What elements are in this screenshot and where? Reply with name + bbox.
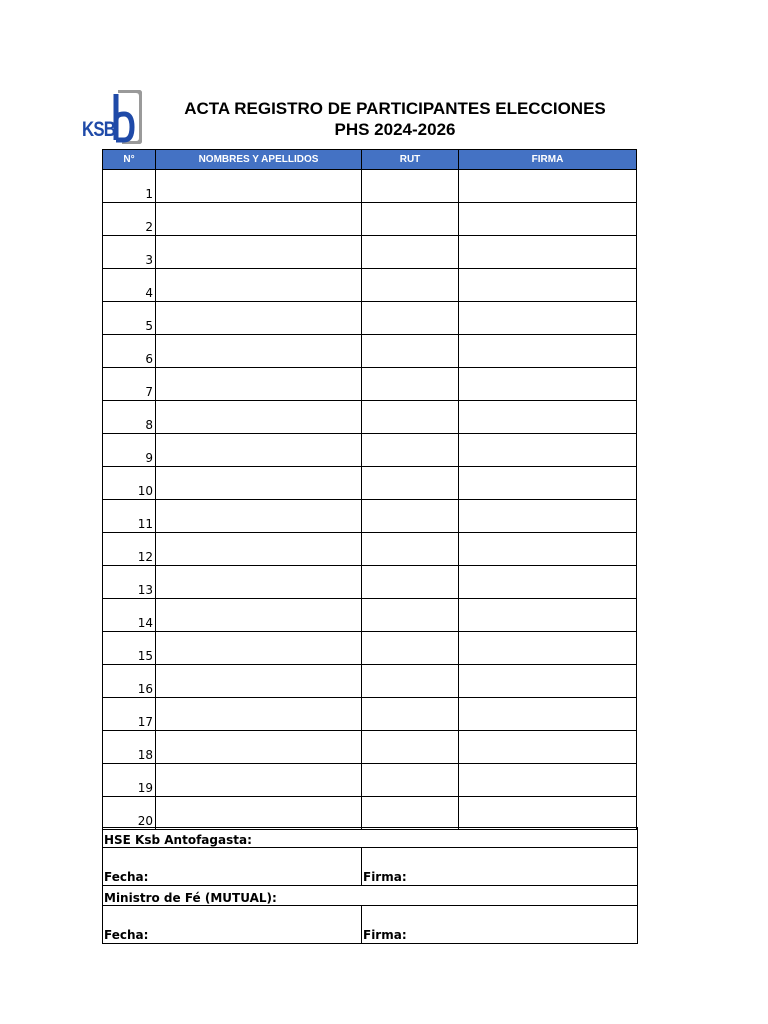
rut-cell[interactable] <box>362 302 459 335</box>
rut-cell[interactable] <box>362 434 459 467</box>
rut-cell[interactable] <box>362 236 459 269</box>
rut-cell[interactable] <box>362 500 459 533</box>
row-number: 2 <box>103 203 156 236</box>
name-cell[interactable] <box>156 731 362 764</box>
hse-date-field[interactable]: Fecha: <box>103 848 362 886</box>
name-cell[interactable] <box>156 467 362 500</box>
row-number: 12 <box>103 533 156 566</box>
table-row <box>103 533 637 566</box>
hse-title: HSE Ksb Antofagasta: <box>103 828 638 848</box>
row-number: 13 <box>103 566 156 599</box>
signature-cell[interactable] <box>459 731 637 764</box>
rut-cell[interactable] <box>362 698 459 731</box>
header-number: N° <box>103 150 156 170</box>
signature-cell[interactable] <box>459 467 637 500</box>
name-cell[interactable] <box>156 632 362 665</box>
table-row <box>103 599 637 632</box>
signature-cell[interactable] <box>459 533 637 566</box>
signature-cell[interactable] <box>459 500 637 533</box>
name-cell[interactable] <box>156 764 362 797</box>
name-cell[interactable] <box>156 566 362 599</box>
signature-cell[interactable] <box>459 368 637 401</box>
table-row <box>103 401 637 434</box>
table-row <box>103 302 637 335</box>
name-cell[interactable] <box>156 335 362 368</box>
signature-cell[interactable] <box>459 434 637 467</box>
document-title <box>150 98 640 140</box>
row-number: 14 <box>103 599 156 632</box>
signature-cell[interactable] <box>459 170 637 203</box>
rut-cell[interactable] <box>362 599 459 632</box>
row-number: 4 <box>103 269 156 302</box>
rut-cell[interactable] <box>362 764 459 797</box>
mutual-title: Ministro de Fé (MUTUAL): <box>103 886 638 906</box>
row-number: 9 <box>103 434 156 467</box>
row-number: 19 <box>103 764 156 797</box>
table-row <box>103 500 637 533</box>
ksb-emblem-icon <box>112 90 142 144</box>
name-cell[interactable] <box>156 401 362 434</box>
mutual-date-field[interactable]: Fecha: <box>103 906 362 944</box>
row-number: 1 <box>103 170 156 203</box>
row-number: 8 <box>103 401 156 434</box>
rut-cell[interactable] <box>362 401 459 434</box>
row-number: 17 <box>103 698 156 731</box>
table-row <box>103 665 637 698</box>
rut-cell[interactable] <box>362 731 459 764</box>
signature-cell[interactable] <box>459 797 637 830</box>
name-cell[interactable] <box>156 665 362 698</box>
table-row <box>103 764 637 797</box>
row-number: 18 <box>103 731 156 764</box>
table-row <box>103 368 637 401</box>
name-cell[interactable] <box>156 797 362 830</box>
title-line-2: PHS 2024-2026 <box>334 120 456 139</box>
rut-cell[interactable] <box>362 203 459 236</box>
name-cell[interactable] <box>156 236 362 269</box>
table-row <box>103 797 637 830</box>
logo-text: KSB <box>82 118 116 141</box>
signature-cell[interactable] <box>459 302 637 335</box>
row-number: 7 <box>103 368 156 401</box>
participants-table <box>102 149 637 830</box>
table-row <box>103 335 637 368</box>
row-number: 16 <box>103 665 156 698</box>
table-row <box>103 434 637 467</box>
rut-cell[interactable] <box>362 533 459 566</box>
rut-cell[interactable] <box>362 368 459 401</box>
name-cell[interactable] <box>156 434 362 467</box>
row-number: 3 <box>103 236 156 269</box>
rut-cell[interactable] <box>362 632 459 665</box>
name-cell[interactable] <box>156 302 362 335</box>
table-header-row <box>103 150 637 170</box>
name-cell[interactable] <box>156 170 362 203</box>
table-row <box>103 203 637 236</box>
row-number: 5 <box>103 302 156 335</box>
rut-cell[interactable] <box>362 467 459 500</box>
signature-cell[interactable] <box>459 203 637 236</box>
row-number: 20 <box>103 797 156 830</box>
table-row <box>103 170 637 203</box>
name-cell[interactable] <box>156 500 362 533</box>
row-number: 15 <box>103 632 156 665</box>
table-row <box>103 236 637 269</box>
signature-cell[interactable] <box>459 236 637 269</box>
name-cell[interactable] <box>156 533 362 566</box>
rut-cell[interactable] <box>362 170 459 203</box>
name-cell[interactable] <box>156 269 362 302</box>
ksb-logo <box>82 90 144 144</box>
signature-cell[interactable] <box>459 335 637 368</box>
row-number: 11 <box>103 500 156 533</box>
rut-cell[interactable] <box>362 665 459 698</box>
rut-cell[interactable] <box>362 566 459 599</box>
table-row <box>103 467 637 500</box>
header-signature: FIRMA <box>459 150 637 170</box>
name-cell[interactable] <box>156 698 362 731</box>
mutual-signature-field[interactable]: Firma: <box>362 906 638 944</box>
signature-section <box>102 827 638 944</box>
table-row <box>103 632 637 665</box>
rut-cell[interactable] <box>362 269 459 302</box>
signature-cell[interactable] <box>459 764 637 797</box>
signature-cell[interactable] <box>459 599 637 632</box>
signature-cell[interactable] <box>459 566 637 599</box>
header-names: NOMBRES Y APELLIDOS <box>156 150 362 170</box>
row-number: 6 <box>103 335 156 368</box>
name-cell[interactable] <box>156 368 362 401</box>
hse-signature-field[interactable]: Firma: <box>362 848 638 886</box>
signature-cell[interactable] <box>459 632 637 665</box>
name-cell[interactable] <box>156 203 362 236</box>
rut-cell[interactable] <box>362 797 459 830</box>
title-line-1: ACTA REGISTRO DE PARTICIPANTES ELECCIONES <box>184 99 606 118</box>
row-number: 10 <box>103 467 156 500</box>
signature-cell[interactable] <box>459 665 637 698</box>
signature-cell[interactable] <box>459 269 637 302</box>
rut-cell[interactable] <box>362 335 459 368</box>
table-row <box>103 269 637 302</box>
header-rut: RUT <box>362 150 459 170</box>
table-row <box>103 698 637 731</box>
table-row <box>103 731 637 764</box>
name-cell[interactable] <box>156 599 362 632</box>
table-row <box>103 566 637 599</box>
signature-cell[interactable] <box>459 401 637 434</box>
signature-cell[interactable] <box>459 698 637 731</box>
